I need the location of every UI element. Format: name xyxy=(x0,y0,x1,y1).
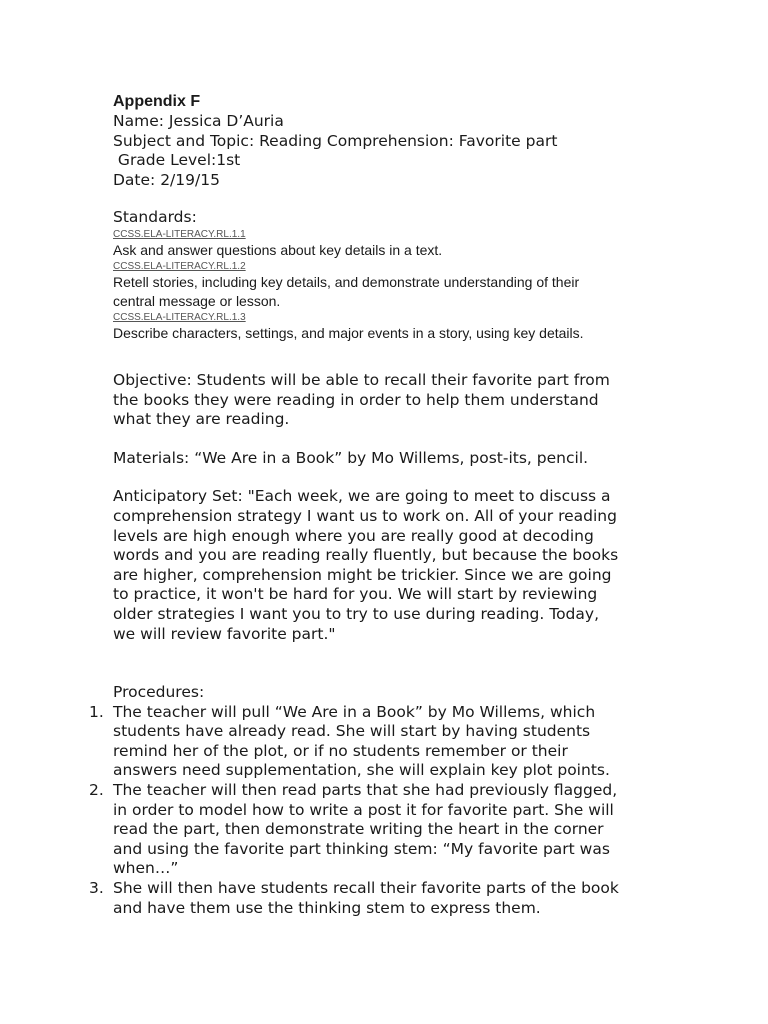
standards-list xyxy=(113,228,653,343)
step-line: answers need supplementation, she will explain key plot points. xyxy=(113,761,610,780)
procedures-list xyxy=(89,702,653,919)
lesson-plan-page xyxy=(89,92,653,918)
standard-text: central message or lesson. xyxy=(113,292,281,309)
anticipatory-line: comprehension strategy I want us to work on. All of your reading xyxy=(113,506,617,525)
subject-line: Subject and Topic: Reading Comprehension: Favorite part xyxy=(113,131,558,150)
standard-text: Describe characters, settings, and major events in a story, using key details. xyxy=(113,324,584,341)
objective-line: Objective: Students will be able to recall their favorite part from xyxy=(113,370,610,389)
standard-code-link[interactable]: CCSS.ELA-LITERACY.RL.1.1 xyxy=(113,228,246,240)
step-line: when…” xyxy=(113,859,179,878)
standard-code-link[interactable]: CCSS.ELA-LITERACY.RL.1.2 xyxy=(113,260,246,272)
step-line: remind her of the plot, or if no students remember or their xyxy=(113,741,568,760)
step-number: 1. xyxy=(89,702,104,721)
anticipatory-set-paragraph xyxy=(113,487,653,644)
objective-paragraph xyxy=(113,371,653,430)
name-line: Name: Jessica D’Auria xyxy=(113,112,284,130)
objective-line: the books they were reading in order to help them understand xyxy=(113,390,599,409)
standards-heading: Standards: xyxy=(113,208,197,227)
date-line: Date: 2/19/15 xyxy=(113,170,220,189)
step-number: 2. xyxy=(89,781,104,800)
appendix-title: Appendix F xyxy=(113,93,201,110)
materials-line: Materials: “We Are in a Book” by Mo Willems, post-its, pencil. xyxy=(113,448,589,467)
anticipatory-line: levels are high enough where you are really good at decoding xyxy=(113,526,594,545)
step-number: 3. xyxy=(89,879,104,898)
standard-text: Ask and answer questions about key details in a text. xyxy=(113,241,443,258)
anticipatory-line: older strategies I want you to try to use during reading. Today, xyxy=(113,604,599,623)
step-line: read the part, then demonstrate writing the heart in the corner xyxy=(113,820,604,839)
procedure-step xyxy=(89,879,653,918)
procedures-heading: Procedures: xyxy=(113,683,205,702)
step-line: and using the favorite part thinking stem: “My favorite part was xyxy=(113,839,610,858)
anticipatory-line: are higher, comprehension might be trickier. Since we are going xyxy=(113,565,612,584)
standard-item xyxy=(113,228,653,260)
anticipatory-line: to practice, it won't be hard for you. We will start by reviewing xyxy=(113,585,598,604)
step-line: students have already read. She will start by having students xyxy=(113,722,591,741)
grade-line: Grade Level:1st xyxy=(113,151,241,170)
standard-item xyxy=(113,311,653,343)
standard-code-link[interactable]: CCSS.ELA-LITERACY.RL.1.3 xyxy=(113,311,246,323)
standard-item xyxy=(113,260,653,311)
step-line: and have them use the thinking stem to express them. xyxy=(113,898,541,917)
standard-text: Retell stories, including key details, and demonstrate understanding of their xyxy=(113,273,580,290)
materials-paragraph xyxy=(113,449,653,469)
step-line: She will then have students recall their favorite parts of the book xyxy=(113,879,619,898)
step-line: The teacher will then read parts that she had previously flagged, xyxy=(113,781,618,800)
anticipatory-line: Anticipatory Set: "Each week, we are going to meet to discuss a xyxy=(113,487,611,506)
anticipatory-line: we will review favorite part." xyxy=(113,624,336,643)
procedure-step xyxy=(89,702,653,781)
objective-line: what they are reading. xyxy=(113,410,290,429)
step-line: in order to model how to write a post it for favorite part. She will xyxy=(113,800,614,819)
step-line: The teacher will pull “We Are in a Book” by Mo Willems, which xyxy=(113,702,596,721)
anticipatory-line: words and you are reading really fluently, but because the books xyxy=(113,546,619,565)
procedure-step xyxy=(89,781,653,879)
